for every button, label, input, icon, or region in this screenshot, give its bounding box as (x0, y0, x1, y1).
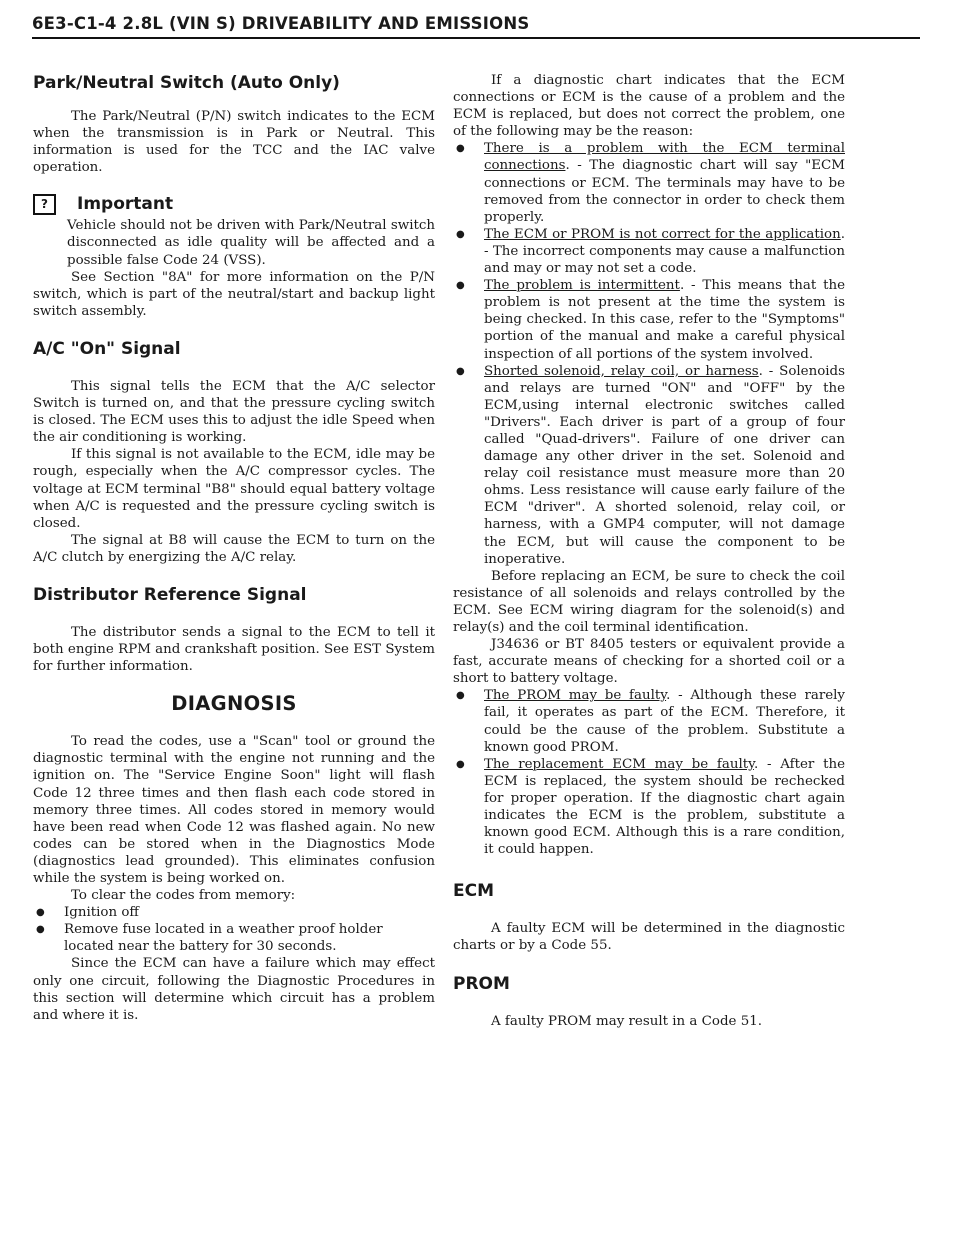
important-text: Vehicle should not be driven with Park/Neutral switch disconnected as idle quality will be affected and a possible false Code 24 (VSS). (67, 218, 435, 268)
bullet-remove-fuse: ● Remove fuse located in a weather proof holder located near the battery for 30 seconds. (33, 921, 435, 955)
diagnosis-paragraph-1: To read the codes, use a "Scan" tool or ground the diagnostic terminal with the engine not running and the ignition on. The "Service Engine Soon" light will flash Code 12 three times and then flash each code stored in memory three times. All codes stored in memory would have been read when Code 12 was flashed again. No new codes can be stored when in the Diagnostics Mode (diagnostics lead grounded). This eliminates confusion while the system is being worked on. (33, 734, 435, 886)
distributor-heading: Distributor Reference Signal (33, 584, 307, 605)
bullet-intermittent: ● The problem is intermittent. - This means that the problem is not present at the time the system is being checked. In this case, refer to the "Symptoms" portion of the manual and make a careful physical inspection of all portions of the system involved. (453, 277, 845, 362)
page-title: 6E3-C1-4 2.8L (VIN S) DRIVEABILITY AND EMISSIONS (32, 14, 530, 33)
park-neutral-heading: Park/Neutral Switch (Auto Only) (33, 73, 340, 93)
bullet-prom-not-correct: ● The ECM or PROM is not correct for the application. - The incorrect components may cause a malfunction and may or may not set a code. (453, 226, 845, 277)
important-callout (33, 194, 435, 215)
important-title: Important (77, 194, 174, 215)
bullet-icon: ● (456, 143, 465, 155)
bullet-icon: ● (456, 365, 465, 377)
bullet-icon: ● (456, 280, 465, 292)
right-column (453, 72, 845, 1030)
distributor-paragraph: The distributor sends a signal to the ECM to tell it both engine RPM and crankshaft position. See EST System for further information. (33, 624, 435, 675)
park-neutral-paragraph: The Park/Neutral (P/N) switch indicates to the ECM when the transmission is in Park or Neutral. This information is used for the TCC and the IAC valve operation. (33, 109, 435, 176)
diagnosis-paragraph-3: Since the ECM can have a failure which may effect only one circuit, following the Diagnostic Procedures in this section will determine which circuit has a problem and where it is. (33, 956, 435, 1023)
testers-paragraph: J34636 or BT 8405 testers or equivalent provide a fast, accurate means of checking for a shorted coil or a short to battery voltage. (453, 637, 845, 687)
header-rule (32, 37, 920, 39)
ac-paragraph-3: The signal at B8 will cause the ECM to turn on the A/C clutch by energizing the A/C relay. (33, 532, 435, 565)
ac-paragraph-2: If this signal is not available to the ECM, idle may be rough, especially when the A/C compressor cycles. The voltage at ECM terminal "B8" should equal battery voltage when A/C is requested and the pressure cycling switch is closed. (33, 447, 435, 531)
important-icon: ? (33, 194, 56, 215)
bullet-replacement-ecm-faulty: ● The replacement ECM may be faulty. - After the ECM is replaced, the system should be rechecked for proper operation. If the diagnostic chart again indicates the ECM is the problem, substitute a known good ECM. Although this is a rare condition, it could happen. (453, 756, 845, 859)
left-column (33, 72, 435, 1024)
ecm-replacement-intro: If a diagnostic chart indicates that the ECM connections or ECM is the cause of a problem and the ECM is replaced, but does not correct the problem, one of the following may be the reason: (453, 73, 845, 140)
prom-heading: PROM (453, 973, 510, 994)
bullet-ignition-off: ● Ignition off (33, 904, 435, 921)
bullet-shorted-solenoid: ● Shorted solenoid, relay coil, or harness. - Solenoids and relays are turned "ON" and "OFF" by the ECM,using internal electronic switches called "Drivers". Each driver is part of a group of four called "Quad-drivers". Failure of one driver can damage any other driver in the set. Solenoid and relay coil resistance must measure more than 20 ohms. Less resistance will cause early failure of the ECM "driver". A shorted solenoid, relay coil, or harness, with a GMP4 computer, will not damage the ECM, but will cause the component to be inoperative. (453, 363, 845, 568)
bullet-icon: ● (456, 690, 465, 702)
bullet-icon: ● (456, 758, 465, 770)
ac-on-heading: A/C "On" Signal (33, 338, 181, 359)
ac-paragraph-1: This signal tells the ECM that the A/C selector Switch is turned on, and that the pressure cycling switch is closed. The ECM uses this to adjust the idle Speed when the air conditioning is working. (33, 378, 435, 446)
bullet-icon: ● (36, 907, 45, 919)
important-see-section: See Section "8A" for more information on the P/N switch, which is part of the neutral/start and backup light switch assembly. (33, 269, 435, 319)
bullet-prom-faulty: ● The PROM may be faulty. - Although these rarely fail, it operates as part of the ECM. Therefore, it could be the cause of the problem. Substitute a known good PROM. (453, 687, 845, 755)
bullet-terminal-connections: ● There is a problem with the ECM terminal connections. - The diagnostic chart will say "ECM connections or ECM. The terminals may have to be removed from the connector in order to check them properly. (453, 140, 845, 225)
page-header (32, 12, 920, 39)
bullet-icon: ● (456, 228, 465, 240)
ecm-heading: ECM (453, 881, 495, 902)
before-replacing-paragraph: Before replacing an ECM, be sure to check the coil resistance of all solenoids and relays controlled by the ECM. See ECM wiring diagram for the solenoid(s) and relay(s) and the coil terminal identification. (453, 568, 845, 635)
diagnosis-paragraph-2: To clear the codes from memory: (71, 888, 296, 904)
diagnosis-heading: DIAGNOSIS (171, 692, 297, 716)
bullet-icon: ● (36, 924, 45, 936)
prom-paragraph: A faulty PROM may result in a Code 51. (491, 1013, 763, 1029)
ecm-paragraph: A faulty ECM will be determined in the diagnostic charts or by a Code 55. (453, 921, 845, 954)
